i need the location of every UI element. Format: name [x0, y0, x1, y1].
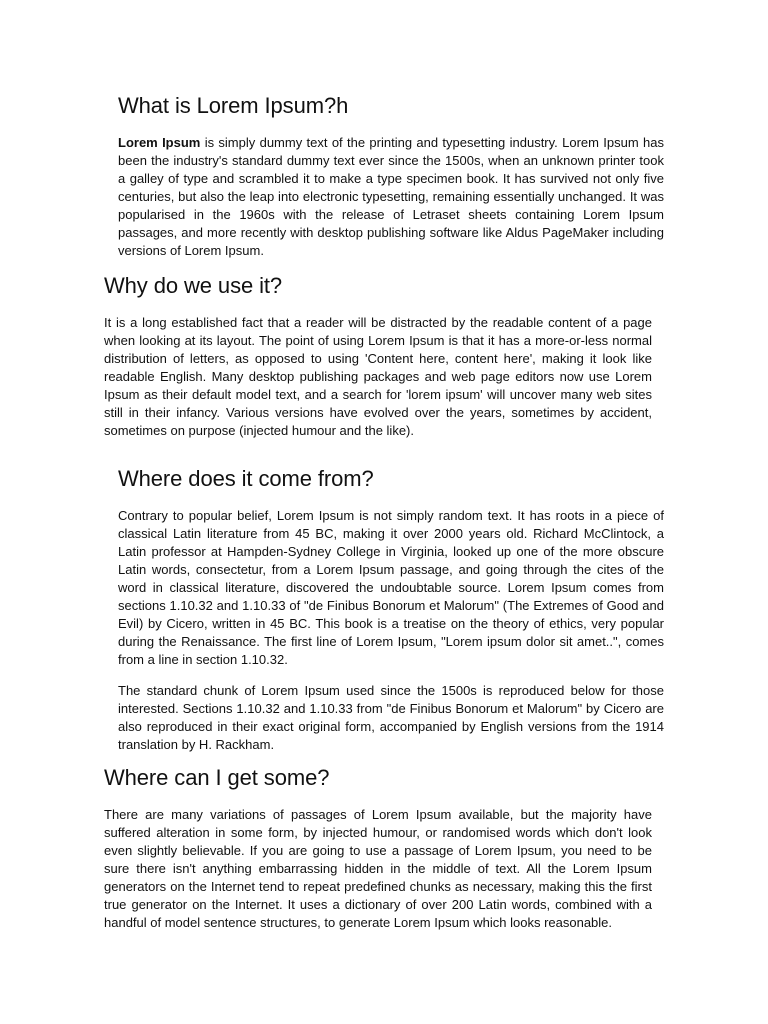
section-where-can-i-get-some [104, 764, 652, 932]
section-paragraph [118, 134, 664, 260]
section-heading: Where can I get some? [104, 765, 330, 790]
section-heading: Why do we use it? [104, 273, 283, 298]
paragraph-text: is simply dummy text of the printing and typesetting industry. Lorem Ipsum has been the industry's standard dummy text ever since the 1500s, when an unknown printer took a galley of type and scrambled it to make a type specimen book. It has survived not only five centuries, but also the leap into electronic typesetting, remaining essentially unchanged. It was popularised in the 1960s with the release of Letraset sheets containing Lorem Ipsum passages, and more recently with desktop publishing software like Aldus PageMaker including versions of Lorem Ipsum. [118, 135, 664, 258]
bold-lead-text: Lorem Ipsum [118, 135, 201, 150]
section-heading: Where does it come from? [118, 466, 374, 491]
section-paragraph: It is a long established fact that a reader will be distracted by the readable content of a page when looking at its layout. The point of using Lorem Ipsum is that it has a more-or-less normal distribution of letters, as opposed to using 'Content here, content here', making it look like readable English. Many desktop publishing packages and web page editors now use Lorem Ipsum as their default model text, and a search for 'lorem ipsum' will uncover many web sites still in their infancy. Various versions have evolved over the years, sometimes by accident, sometimes on purpose (injected humour and the like). [104, 315, 652, 438]
section-why-do-we-use-it [104, 272, 652, 440]
section-paragraph: Contrary to popular belief, Lorem Ipsum is not simply random text. It has roots in a piece of classical Latin literature from 45 BC, making it over 2000 years old. Richard McClintock, a Latin professor at Hampden-Sydney College in Virginia, looked up one of the more obscure Latin words, consectetur, from a Lorem Ipsum passage, and going through the cites of the word in classical literature, discovered the undoubtable source. Lorem Ipsum comes from sections 1.10.32 and 1.10.33 of "de Finibus Bonorum et Malorum" (The Extremes of Good and Evil) by Cicero, written in 45 BC. This book is a treatise on the theory of ethics, very popular during the Renaissance. The first line of Lorem Ipsum, "Lorem ipsum dolor sit amet..", comes from a line in section 1.10.32. [118, 508, 664, 667]
section-heading: What is Lorem Ipsum?h [118, 93, 349, 118]
section-paragraph: There are many variations of passages of Lorem Ipsum available, but the majority have suffered alteration in some form, by injected humour, or randomised words which don't look even slightly believable. If you are going to use a passage of Lorem Ipsum, you need to be sure there isn't anything embarrassing hidden in the middle of text. All the Lorem Ipsum generators on the Internet tend to repeat predefined chunks as necessary, making this the first true generator on the Internet. It uses a dictionary of over 200 Latin words, combined with a handful of model sentence structures, to generate Lorem Ipsum which looks reasonable. [104, 807, 652, 930]
section-what-is-lorem-ipsum [118, 92, 664, 260]
section-paragraph: The standard chunk of Lorem Ipsum used since the 1500s is reproduced below for those interested. Sections 1.10.32 and 1.10.33 from "de Finibus Bonorum et Malorum" by Cicero are also reproduced in their exact original form, accompanied by English versions from the 1914 translation by H. Rackham. [118, 683, 664, 752]
section-where-does-it-come-from [118, 465, 664, 754]
